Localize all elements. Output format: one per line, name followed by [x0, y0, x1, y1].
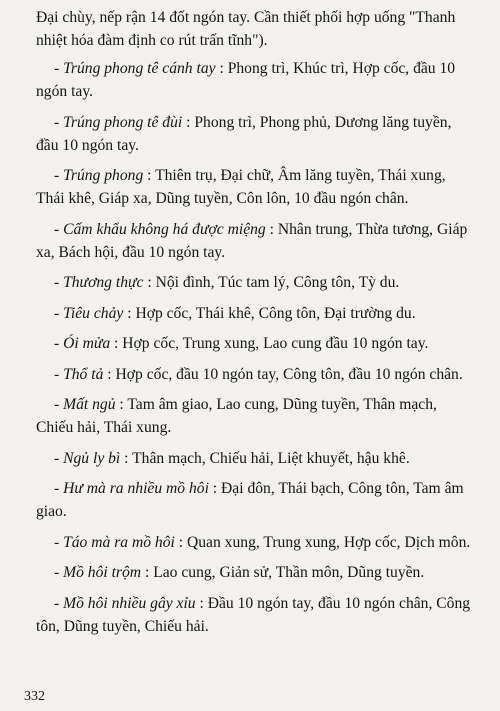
entry-separator: :: [174, 533, 187, 551]
entry-separator: :: [143, 274, 156, 291]
intro-paragraph: Đại chùy, nếp rận 14 đốt ngón tay. Cần thiết phối hợp uống "Thanh nhiệt hóa đàm định co rút trấn tĩnh").: [36, 9, 456, 49]
entry-term: - Trúng phong tê đùi: [54, 113, 183, 131]
entry-term: - Thổ tả: [54, 365, 104, 383]
entry-paragraph: [36, 531, 476, 554]
entry-points: Phong trì, Khúc trì, Hợp cốc, đầu 10 ngón tay.: [36, 60, 456, 100]
entry-term: - Cấm khẩu không há được miệng: [54, 220, 266, 238]
entry-paragraph: [36, 592, 476, 638]
entry-paragraph: [36, 164, 476, 210]
entry-separator: :: [141, 564, 154, 581]
entry-points: Hợp cốc, Thái khê, Công tôn, Đại trường du.: [135, 304, 416, 322]
entry-paragraph: [36, 57, 476, 103]
entry-term: - Táo mà ra mồ hôi: [54, 533, 175, 551]
entry-points: Phong trì, Phong phủ, Dương lăng tuyền, đầu 10 ngón tay.: [36, 113, 452, 154]
entry-separator: :: [110, 335, 123, 352]
entry-points: Hợp cốc, Trung xung, Lao cung đầu 10 ngón tay.: [122, 335, 429, 352]
entry-points: Tam âm giao, Lao cung, Dũng tuyền, Thân mạch, Chiếu hải, Thái xung.: [36, 396, 437, 436]
entry-points: Lao cung, Giản sử, Thần môn, Dũng tuyền.: [153, 564, 425, 581]
entry-term: - Tiêu chảy: [54, 304, 124, 322]
entry-paragraph: [36, 218, 476, 264]
entry-term: - Trúng phong: [54, 167, 144, 184]
entry-paragraph: [36, 363, 476, 386]
page-number: 332: [24, 689, 45, 704]
entry-separator: :: [215, 60, 228, 77]
entry-separator: :: [115, 396, 128, 413]
entry-paragraph: [36, 561, 476, 584]
entry-separator: :: [143, 167, 156, 184]
entry-separator: :: [208, 480, 222, 497]
entry-points: Nội đình, Túc tam lý, Công tôn, Tỳ du.: [155, 274, 400, 291]
entry-term: - Mồ hôi nhiều gây xỉu: [54, 594, 196, 612]
entry-points: Đầu 10 ngón tay, đầu 10 ngón chân, Công tôn, Dũng tuyền, Chiếu hải.: [36, 594, 471, 635]
entry-paragraph: [36, 302, 476, 325]
entry-term: - Mồ hôi trộm: [54, 564, 142, 581]
entry-separator: :: [120, 449, 133, 467]
entry-paragraph: [36, 271, 476, 294]
entry-separator: :: [195, 594, 208, 612]
entry-paragraph: [36, 332, 476, 355]
entry-term: - Thương thực: [54, 274, 144, 291]
entry-term: - Mất ngủ: [54, 396, 116, 413]
entry-points: Thiên trụ, Đại chữ, Âm lăng tuyền, Thái xung, Thái khê, Giáp xa, Dũng tuyền, Côn lôn, 10 đầu ngón chân.: [36, 167, 446, 207]
entry-list: [36, 57, 476, 638]
entry-paragraph: [36, 111, 476, 157]
entry-points: Hợp cốc, đầu 10 ngón tay, Công tôn, đầu 10 ngón chân.: [115, 365, 463, 383]
entry-points: Nhân trung, Thừa tương, Giáp xa, Bách hội, đầu 10 ngón tay.: [36, 220, 468, 261]
entry-term: - Hư mà ra nhiều mồ hôi: [54, 480, 209, 497]
entry-paragraph: [36, 393, 476, 439]
entry-separator: :: [265, 220, 278, 238]
entry-points: Thân mạch, Chiếu hải, Liệt khuyết, hậu khê.: [132, 449, 410, 467]
entry-term: - Ói mửa: [54, 335, 111, 352]
entry-points: Quan xung, Trung xung, Hợp cốc, Dịch môn.: [187, 533, 471, 551]
entry-paragraph: [36, 477, 476, 523]
entry-term: - Ngủ ly bì: [54, 449, 121, 467]
entry-separator: :: [103, 365, 116, 383]
entry-points: Đại đôn, Thái bạch, Công tôn, Tam âm giao.: [36, 480, 464, 520]
entry-separator: :: [182, 113, 195, 131]
entry-term: - Trúng phong tê cánh tay: [54, 60, 216, 77]
entry-separator: :: [123, 304, 136, 322]
entry-paragraph: [36, 447, 476, 470]
